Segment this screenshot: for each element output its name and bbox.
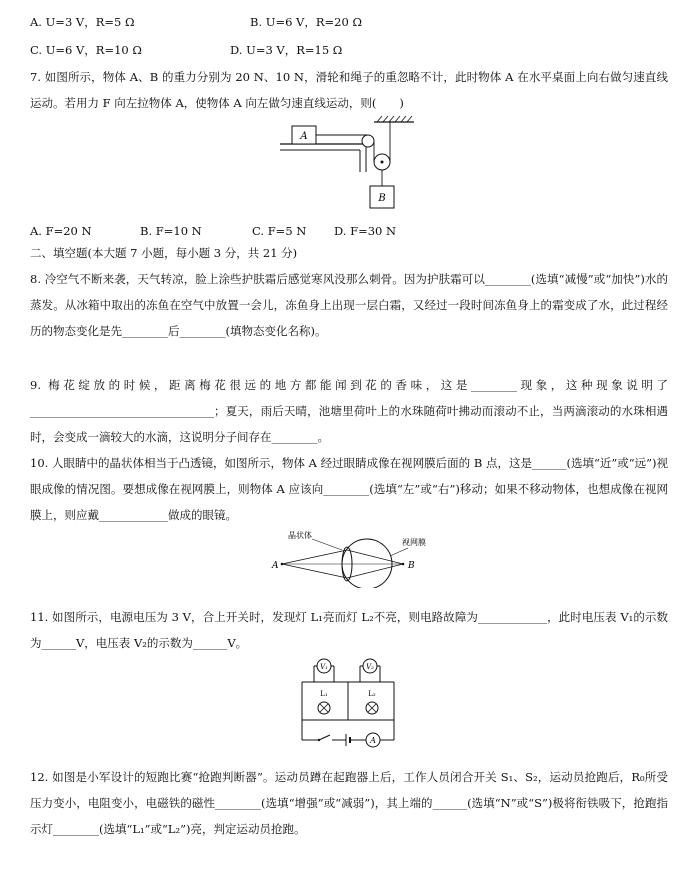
- l1-label: L₁: [320, 690, 328, 698]
- q7-option-d: D. F=30 N: [334, 224, 397, 238]
- q12-text: 12. 如图是小军设计的短跑比赛“抢跑判断器”。运动员蹲在起跑器上后，工作人员闭合开关 S₁、S₂，运动员抢跑后，R₀所受压力变小，电阻变小，电磁铁的磁性________(选填“增强”或“减弱”)，其上端的______(选填“N”或“S”)极将衔铁吸下，抢跑指示灯________(选填“L₁”或“L₂”)亮，判定运动员抢跑。: [30, 770, 668, 836]
- image-b-label: B: [408, 561, 415, 571]
- q6-option-a: A. U=3 V，R=5 Ω: [30, 15, 135, 29]
- block-a-label: A: [300, 131, 308, 142]
- switch: [319, 735, 330, 740]
- eyeball: [342, 539, 392, 588]
- lens-label: 晶状体: [288, 531, 312, 540]
- q7-option-a: A. F=20 N: [30, 224, 92, 238]
- q6-option-d: D. U=3 V，R=15 Ω: [230, 43, 343, 57]
- q6-options-row-2: [30, 40, 342, 60]
- q6-option-c: C. U=6 V，R=10 Ω: [30, 43, 142, 57]
- q9-text: 9. 梅花绽放的时候，距离梅花很远的地方都能闻到花的香味，这是________现象，这种现象说明了________________________________；夏天，雨后天晴，池塘里荷叶上的水珠随荷叶拂动而滚动不止，当两滴滚动的水珠相遇时，会变成一滴较大的水滴，这说明分子间存在________。: [30, 378, 668, 444]
- q8-text: 8. 冷空气不断来袭，天气转凉，脸上涂些护肤霜后感觉寒风没那么刺骨。因为护肤霜可以________(选填“减慢”或“加快”)水的蒸发。从冰箱中取出的冻鱼在空气中放置一会儿，冻鱼身上出现一层白霜，又经过一段时间冻鱼身上的霜变成了水，此过程经历的物态变化是先________后________(填物态变化名称)。: [30, 272, 668, 338]
- q11-text: 11. 如图所示，电源电压为 3 V，合上开关时，发现灯 L₁亮而灯 L₂不亮，则电路故障为____________，此时电压表 V₁的示数为______V，电压表 V₂的示数为______V。: [30, 610, 668, 650]
- q10-text: 10. 人眼睛中的晶状体相当于凸透镜，如图所示，物体 A 经过眼睛成像在视网膜后面的 B 点，这是______(选填“近”或“远”)视眼成像的情况图。要想成像在视网膜上，则物体 A 应该向________(选填“左”或“右”)移动；如果不移动物体，也想成像在视网膜上，则应戴____________做成的眼镜。: [30, 456, 668, 522]
- q7-option-c: C. F=5 N: [252, 224, 307, 238]
- block-b-label: B: [378, 193, 386, 204]
- q7-option-b: B. F=10 N: [140, 224, 202, 238]
- q6-options-row-1: [30, 12, 362, 32]
- q6-option-b: B. U=6 V，R=20 Ω: [250, 15, 362, 29]
- q10-eye-figure: [262, 528, 462, 588]
- object-a-label: A: [272, 561, 279, 571]
- q11-circuit-figure: [294, 658, 402, 750]
- l2-label: L₂: [368, 690, 376, 698]
- section2-title: 二、填空题(本大题 7 小题，每小题 3 分，共 21 分): [30, 246, 298, 260]
- q7-text: 7. 如图所示，物体 A、B 的重力分别为 20 N、10 N，滑轮和绳子的重忽略不计，此时物体 A 在水平桌面上向右做匀速直线运动。若用力 F 向左拉物体 A，使物体 A 向左做匀速直线运动，则( ): [30, 70, 668, 110]
- fixed-pulley-corner: [362, 135, 374, 147]
- q7-options: [30, 221, 396, 241]
- q7-pulley-figure: [278, 114, 418, 216]
- v2-label: V₂: [366, 663, 374, 671]
- v1-label: V₁: [320, 663, 328, 671]
- ammeter-label: A: [370, 736, 376, 745]
- retina-label: 视网膜: [402, 538, 426, 547]
